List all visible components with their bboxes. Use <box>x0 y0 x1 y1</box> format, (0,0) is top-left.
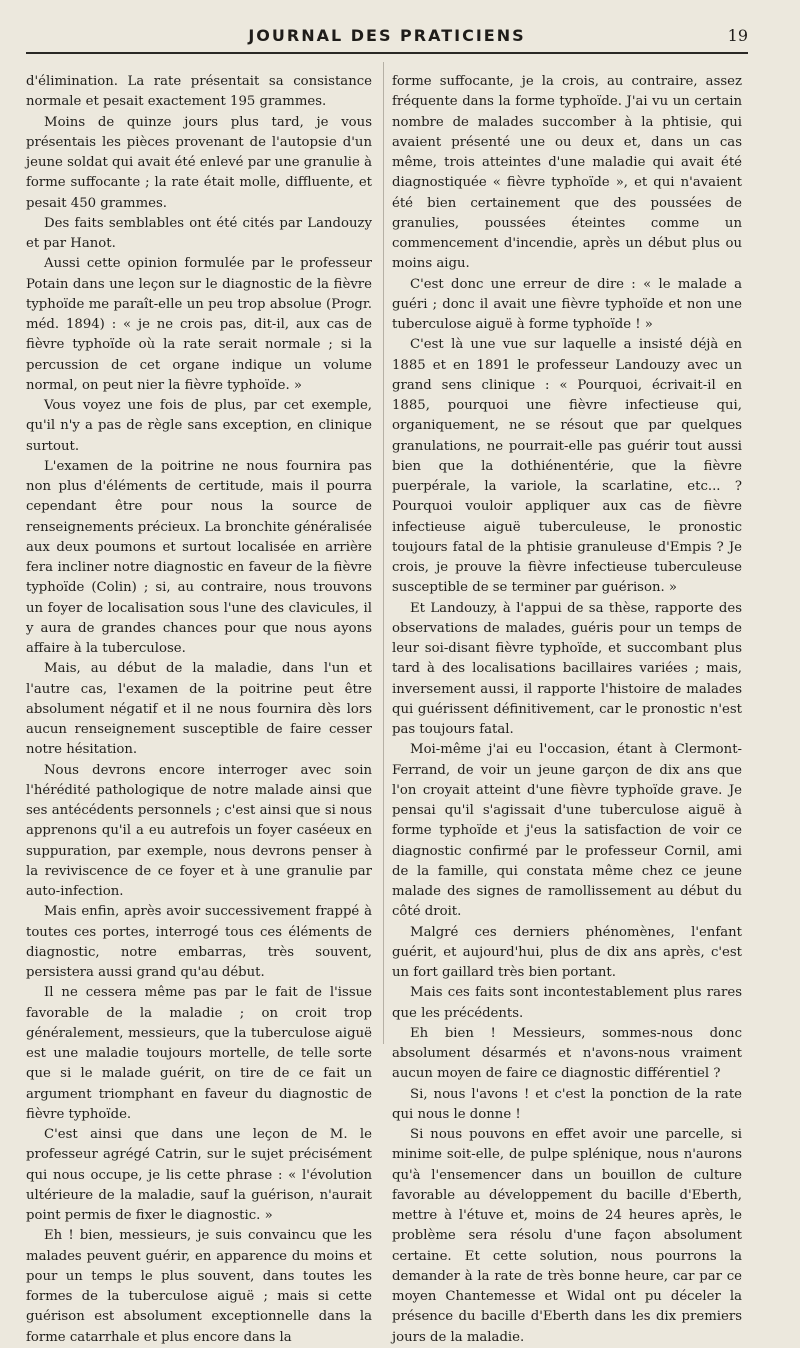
paragraph: Des faits semblables ont été cités par Landouzy et par Hanot. <box>26 215 372 251</box>
paragraph: Si, nous l'avons ! et c'est la ponction de la rate qui nous le donne ! <box>392 1086 742 1122</box>
page-number: 19 <box>727 26 748 45</box>
paragraph: Moins de quinze jours plus tard, je vous présentais les pièces provenant de l'autopsie d'un jeune soldat qui avait été enlevé par une granulie à forme suffocante ; la rate était molle, diffluente, et pesait 450 grammes. <box>26 114 372 211</box>
paragraph: Vous voyez une fois de plus, par cet exemple, qu'il n'y a pas de règle sans exception, en clinique surtout. <box>26 398 372 454</box>
paragraph: Et Landouzy, à l'appui de sa thèse, rapporte des observations de malades, guéris pour un temps de leur soi-disant fièvre typhoïde, et succombant plus tard à des localisations bacillaires variées ; mais, inversement aussi, il rapporte l'histoire de malades qui guérissent définitivement, car le pronostic n'est pas toujours fatal. <box>392 600 742 737</box>
paragraph: C'est là une vue sur laquelle a insisté déjà en 1885 et en 1891 le professeur Landouzy avec un grand sens clinique : « Pourquoi, écrivait-il en 1885, pourquoi une fièvre infectieuse qui, organiquement, ne se résout que par quelques granulations, ne pourrait-elle pas guérir tout aussi bien que la dothiénentérie, que la fièvre puerpérale, la variole, la scarlatine, etc... ? Pourquoi vouloir appliquer aux cas de fièvre infectieuse aiguë tuberculeuse, le pronostic toujours fatal de la phtisie granuleuse d'Empis ? Je crois, je prouve la fièvre infectieuse tuberculeuse susceptible de se terminer par guérison. » <box>392 337 742 596</box>
paragraph: Mais enfin, après avoir successivement frappé à toutes ces portes, interrogé tous ces éléments de diagnostic, notre embarras, très souvent, persistera aussi grand qu'au début. <box>26 904 372 980</box>
paragraph: Aussi cette opinion formulée par le professeur Potain dans une leçon sur le diagnostic de la fièvre typhoïde me paraît-elle un peu trop absolue (Progr. méd. 1894) : « je ne crois pas, dit-il, aux cas de fièvre typhoïde où la rate serait normale ; si la percussion de cet organe indique un volume normal, on peut nier la fièvre typhoïde. » <box>26 256 372 393</box>
paragraph: forme suffocante, je la crois, au contraire, assez fréquente dans la forme typhoïde. J'ai vu un certain nombre de malades succomber à la phtisie, qui avaient présenté une ou deux et, dans un cas même, trois atteintes d'une maladie qui avait été diagnostiquée « fièvre typhoïde », et qui n'avaient été bien certainement que des poussées de granulies, poussées éteintes comme un commencement d'incendie, après un début plus ou moins aigu. <box>392 74 742 272</box>
paragraph: d'élimination. La rate présentait sa consistance normale et pesait exactement 195 grammes. <box>26 74 372 110</box>
header-rule <box>26 52 748 54</box>
paragraph: C'est donc une erreur de dire : « le malade a guéri ; donc il avait une fièvre typhoïde et non une tuberculose aiguë à forme typhoïde ! » <box>392 276 742 332</box>
paragraph: Eh ! bien, messieurs, je suis convaincu que les malades peuvent guérir, en apparence du moins et pour un temps le plus souvent, dans toutes les formes de la tuberculose aiguë ; mais si cette guérison est absolument exceptionnelle dans la forme catarrhale et plus encore dans la <box>26 1228 372 1345</box>
paragraph: Mais ces faits sont incontestablement plus rares que les précédents. <box>392 985 742 1021</box>
paragraph: Si nous pouvons en effet avoir une parcelle, si minime soit-elle, de pulpe splénique, nous n'aurons qu'à l'ensemencer dans un bouillon de culture favorable au développement du bacille d'Eberth, mettre à l'étuve et, moins de 24 heures après, le problème sera résolu d'une façon absolument certaine. Et cette solution, nous pourrons la demander à la rate de très bonne heure, car par ce moyen Chantemesse et Widal ont pu déceler la présence du bacille d'Eberth dans les dix premiers jours de la maladie. <box>392 1127 742 1345</box>
column-divider <box>383 62 384 1044</box>
paragraph: Mais, au début de la maladie, dans l'un et l'autre cas, l'examen de la poitrine peut être absolument négatif et il ne nous fournira dès lors aucun renseignement susceptible de faire cesser notre hésitation. <box>26 661 372 758</box>
paragraph: Eh bien ! Messieurs, sommes-nous donc absolument désarmés et n'avons-nous vraiment aucun moyen de faire ce diagnostic différentiel ? <box>392 1025 742 1082</box>
paragraph: Nous devrons encore interroger avec soin l'hérédité pathologique de notre malade ainsi que ses antécédents personnels ; c'est ainsi que si nous apprenons qu'il a eu autrefois un foyer caséeux en suppuration, par exemple, nous devrons penser à la reviviscence de ce foyer et à une granulie par auto-infection. <box>26 762 372 899</box>
page-header <box>26 26 748 54</box>
paragraph: C'est ainsi que dans une leçon de M. le professeur agrégé Catrin, sur le sujet précisément qui nous occupe, je lis cette phrase : « l'évolution ultérieure de la maladie, sauf la guérison, n'aurait point permis de fixer le diagnostic. » <box>26 1127 372 1223</box>
paragraph: Malgré ces derniers phénomènes, l'enfant guérit, et aujourd'hui, plus de dix ans après, c'est un fort gaillard très bien portant. <box>392 924 742 980</box>
paragraph: Moi-même j'ai eu l'occasion, étant à Clermont-Ferrand, de voir un jeune garçon de dix ans que l'on croyait atteint d'une fièvre typhoïde grave. Je pensai qu'il s'agissait d'une tuberculose aiguë à forme typhoïde et j'eus la satisfaction de voir ce diagnostic confirmé par le professeur Cornil, ami de la famille, qui constata même chez ce jeune malade des signes de ramollissement au début du côté droit. <box>392 742 742 920</box>
left-column <box>26 72 373 1345</box>
paragraph: Il ne cessera même pas par le fait de l'issue favorable de la maladie ; on croit trop généralement, messieurs, que la tuberculose aiguë est une maladie toujours mortelle, de telle sorte que si le malade guérit, on tire de ce fait un argument triomphant en faveur du diagnostic de fièvre typhoïde. <box>26 985 372 1122</box>
right-column <box>392 72 742 1345</box>
paragraph: L'examen de la poitrine ne nous fournira pas non plus d'éléments de certitude, mais il pourra cependant être pour nous la source de renseignements précieux. La bronchite généralisée aux deux poumons et surtout localisée en arrière fera incliner notre diagnostic en faveur de la fièvre typhoïde (Colin) ; si, au contraire, nous trouvons un foyer de localisation sous l'une des clavicules, il y aura de grandes chances pour que nous ayons affaire à la tuberculose. <box>26 458 373 656</box>
journal-title: JOURNAL DES PRATICIENS <box>248 26 526 45</box>
